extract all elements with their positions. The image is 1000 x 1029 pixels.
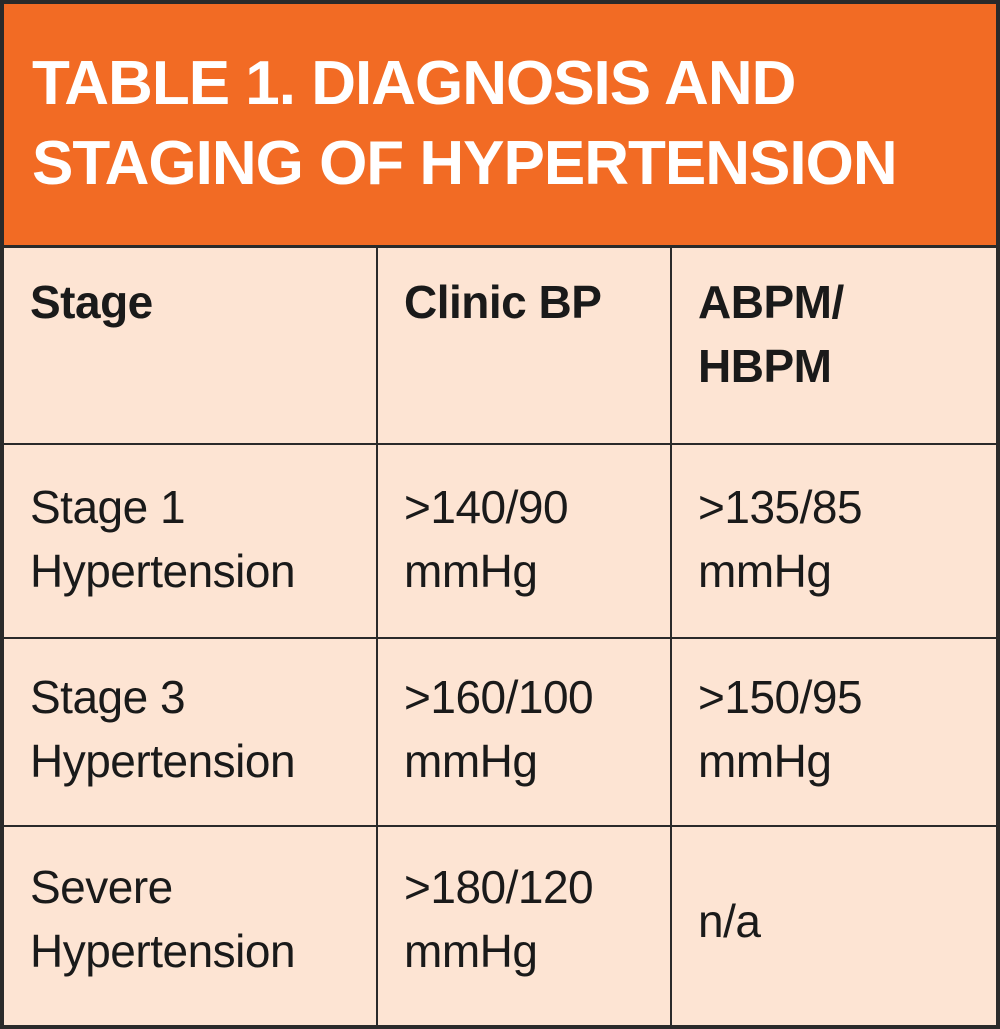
table-row [4, 639, 996, 827]
abpm-hbpm-value: n/a [698, 895, 761, 947]
stage-label: Stage 3 Hypertension [30, 671, 296, 787]
table-title-bar [4, 4, 996, 248]
table-row [4, 827, 996, 1025]
row-cell-clinic-bp [376, 639, 670, 825]
header-cell-clinic-bp [376, 248, 670, 443]
header-label-stage: Stage [30, 276, 153, 328]
header-label-abpm-hbpm: ABPM/ HBPM [698, 276, 844, 392]
row-cell-clinic-bp [376, 445, 670, 637]
header-row [4, 248, 996, 445]
row-cell-clinic-bp [376, 827, 670, 1025]
row-cell-abpm-hbpm [670, 827, 996, 1025]
header-cell-stage [4, 248, 376, 443]
row-cell-stage [4, 639, 376, 825]
table-grid [4, 248, 996, 1025]
abpm-hbpm-value: >150/95 mmHg [698, 671, 863, 787]
clinic-bp-value: >140/90 mmHg [404, 481, 569, 597]
table-title [32, 44, 972, 204]
clinic-bp-value: >160/100 mmHg [404, 671, 594, 787]
table-title-line-1: TABLE 1. DIAGNOSIS AND [32, 49, 796, 118]
table-title-line-2: STAGING OF HYPERTENSION [32, 129, 897, 198]
clinic-bp-value: >180/120 mmHg [404, 861, 594, 977]
row-cell-stage [4, 445, 376, 637]
abpm-hbpm-value: >135/85 mmHg [698, 481, 863, 597]
row-cell-stage [4, 827, 376, 1025]
header-cell-abpm-hbpm [670, 248, 996, 443]
table-row [4, 445, 996, 639]
stage-label: Stage 1 Hypertension [30, 481, 296, 597]
row-cell-abpm-hbpm [670, 445, 996, 637]
header-label-clinic-bp: Clinic BP [404, 276, 602, 328]
row-cell-abpm-hbpm [670, 639, 996, 825]
stage-label: Severe Hypertension [30, 861, 296, 977]
